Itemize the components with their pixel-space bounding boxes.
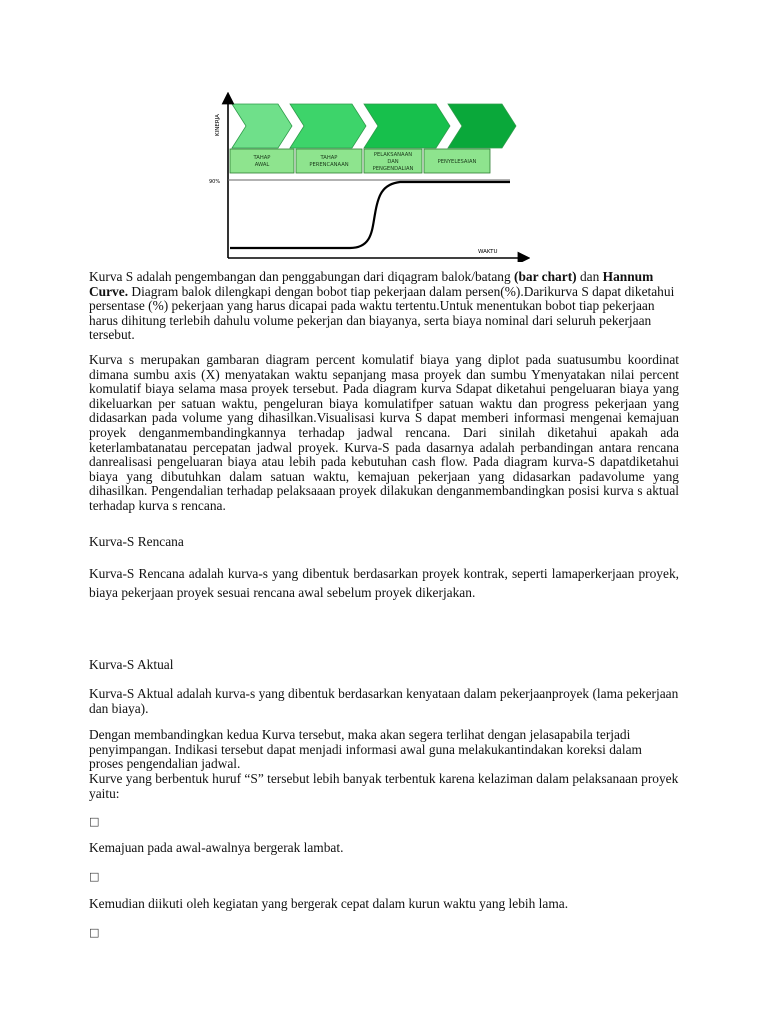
stage-3-line-3: PENGENDALIAN bbox=[372, 166, 414, 172]
stage-chevron-2 bbox=[290, 104, 366, 148]
intro-bold-bar-chart: (bar chart) bbox=[514, 269, 577, 284]
bullet-box-2: □ bbox=[89, 870, 100, 883]
intro-text-3: Diagram balok dilengkapi dengan bobot tiap pekerjaan dalam persen(%).Darikurva S dapat diketahui persentase (%) pekerjaan yang harus dicapai pada waktu tertentu.Untuk menentukan bobot tiap pekerjaan harus dihitung terlebih dahulu volume pekerjan dan biayanya, serta biaya nominal dari seluruh pekerjaan tersebut. bbox=[89, 283, 675, 343]
intro-bold-hannum: Hannum Curve. bbox=[89, 269, 654, 299]
stage-1-line-1: TAHAP bbox=[253, 155, 271, 161]
stage-box-1 bbox=[230, 149, 294, 173]
kurva-s-paragraph: Kurva s merupakan gambaran diagram percent komulatif biaya yang diplot pada suatusumbu koordinat dimana sumbu axis (X) menyatakan waktu sepanjang masa proyek dan sumbu Ymenyatakan nilai percent komulatif biaya selama masa proyek tersebut. Pada diagram kurva Sdapat diketahui pengeluaran biaya yang dikeluarkan per satuan waktu, pengeluran biaya komulatifper satuan waktu dan progress pekerjaan yang didasarkan pada volume yang dihasilkan.Visualisasi kurva S dapat memberi informasi mengenai kemajuan proyek denganmembandingkannya terhadap jadwal rencana. Dari sinilah diketahui apakah ada keterlambatanatau percepatan jadwal proyek. Kurva-S pada dasarnya adalah perbandingan antara rencana danrealisasi pengeluaran biaya atau lebih pada kebutuhan cash flow. Pada diagram kurva-S dapatdiketahui biaya yang dibutuhkan dalam satuan waktu, kemajuan pekerjaan yang didasarkan padavolume yang dihasilkan. Pengendalian terhadap pelaksaaan proyek dilakukan denganmembandingkan posisi kurva s aktual terhadap kurva s rencana. bbox=[89, 352, 679, 513]
y-marker-label: 90% bbox=[209, 179, 221, 185]
y-axis-label: KINERJA bbox=[215, 114, 221, 136]
heading-kurva-s-aktual: Kurva-S Aktual bbox=[89, 657, 174, 672]
stage-box-2 bbox=[296, 149, 362, 173]
stage-chevron-3 bbox=[364, 104, 450, 148]
stage-chevron-1 bbox=[232, 104, 292, 148]
stage-2-line-1: TAHAP bbox=[320, 155, 338, 161]
stage-4-line-1: PENYELESAIAN bbox=[437, 159, 477, 165]
heading-kurva-s-rencana: Kurva-S Rencana bbox=[89, 534, 184, 549]
rencana-paragraph: Kurva-S Rencana adalah kurva-s yang dibentuk berdasarkan proyek kontrak, seperti lamaperkerjaan proyek, biaya pekerjaan proyek sesuai rencana awal sebelum proyek dikerjakan. bbox=[89, 566, 679, 600]
bandingkan-paragraph: Dengan membandingkan kedua Kurva tersebut, maka akan segera terlihat dengan jelasapabila terjadi penyimpangan. Indikasi tersebut dapat menjadi informasi awal guna melakukantindakan koreksi dalam proses pengendalian jadwal. bbox=[89, 727, 642, 772]
aktual-paragraph: Kurva-S Aktual adalah kurva-s yang dibentuk berdasarkan kenyataan dalam pekerjaanproyek (lama pekerjaan dan biaya). bbox=[89, 686, 679, 716]
stage-chevron-4 bbox=[448, 104, 516, 148]
intro-text-1: Kurva S adalah pengembangan dan penggabungan dari diqagram balok/batang bbox=[89, 269, 515, 284]
list-item-2: Kemudian diikuti oleh kegiatan yang bergerak cepat dalam kurun waktu yang lebih lama. bbox=[89, 896, 569, 911]
stage-3-line-2: DAN bbox=[387, 159, 399, 165]
kurve-paragraph: Kurve yang berbentuk huruf “S” tersebut lebih banyak terbentuk karena kelaziman dalam pelaksanaan proyek yaitu: bbox=[89, 771, 679, 801]
bullet-box-3: □ bbox=[89, 926, 100, 939]
x-axis-label: WAKTU bbox=[478, 249, 498, 255]
stage-1-line-2: AWAL bbox=[254, 162, 270, 168]
stage-2-line-2: PERENCANAAN bbox=[309, 162, 349, 168]
s-curve bbox=[230, 182, 510, 248]
s-curve-diagram bbox=[200, 92, 530, 262]
intro-text-2: dan bbox=[576, 269, 603, 284]
intro-paragraph bbox=[89, 270, 679, 343]
list-item-1: Kemajuan pada awal-awalnya bergerak lambat. bbox=[89, 840, 344, 855]
bullet-box-1: □ bbox=[89, 815, 100, 828]
stage-3-line-1: PELAKSANAAN bbox=[373, 152, 413, 158]
